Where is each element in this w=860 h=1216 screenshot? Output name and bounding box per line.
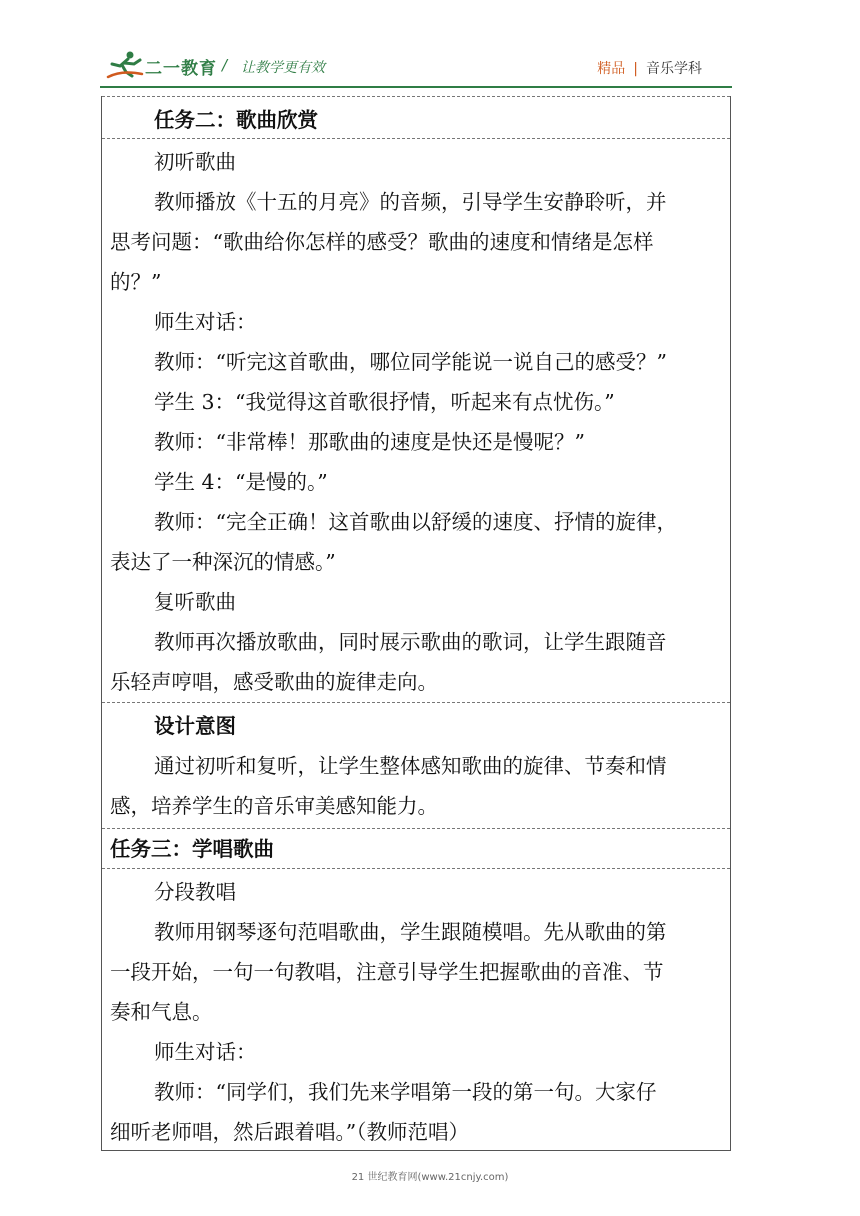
table-row-design-intent [102,702,730,828]
dialogue-line: 表达了一种深沉的情感。” [110,550,336,574]
paragraph-line: 感，培养学生的音乐审美感知能力。 [110,794,438,818]
table-row-task2-title [102,96,730,138]
paragraph-line: 奏和气息。 [110,1000,213,1024]
page-header [0,0,860,90]
paragraph-line: 通过初听和复听，让学生整体感知歌曲的旋律、节奏和情 [154,754,667,778]
paragraph-line: 教师用钢琴逐句范唱歌曲，学生跟随模唱。先从歌曲的第 [154,920,667,944]
header-rule [100,86,732,88]
page-footer: 21 世纪教育网(www.21cnjy.com) [351,1172,509,1183]
header-separator: | [633,61,638,77]
table-row-task2-content [102,138,730,702]
paragraph-line: 教师再次播放歌曲，同时展示歌曲的歌词，让学生跟随音 [154,630,667,654]
paragraph-line: 思考问题：“歌曲给你怎样的感受？歌曲的速度和情绪是怎样 [110,230,654,254]
paragraph-line: 乐轻声哼唱，感受歌曲的旋律走向。 [110,670,438,694]
subject-label: 音乐学科 [646,61,702,77]
paragraph-line: 的？” [110,270,162,294]
subheading: 师生对话： [154,1040,257,1064]
brand-name: 二一教育 [145,59,217,79]
lesson-table [101,96,731,1151]
table-row-task3-content [102,868,730,1150]
subheading: 师生对话： [154,310,257,334]
dialogue-line: 教师：“非常棒！那歌曲的速度是快还是慢呢？” [154,430,585,454]
dialogue-line: 教师：“听完这首歌曲，哪位同学能说一说自己的感受？” [154,350,667,374]
table-row-task3-title [102,828,730,868]
quality-label: 精品 [597,61,626,77]
section-heading: 设计意图 [154,714,236,738]
header-slash: / [222,56,228,74]
subheading: 复听歌曲 [154,590,236,614]
subheading: 分段教唱 [154,880,236,904]
brand-slogan: 让教学更有效 [241,60,325,76]
dialogue-line: 教师：“同学们，我们先来学唱第一段的第一句。大家仔 [154,1080,657,1104]
dialogue-line: 教师：“完全正确！这首歌曲以舒缓的速度、抒情的旋律， [154,510,677,534]
header-subject-info [597,58,702,78]
section-heading: 任务三：学唱歌曲 [110,837,274,861]
dialogue-line: 学生 4：“是慢的。” [154,470,328,494]
paragraph-line: 一段开始，一句一句教唱，注意引导学生把握歌曲的音准、节 [110,960,664,984]
running-person-logo-icon [106,50,144,80]
dialogue-line: 学生 3：“我觉得这首歌很抒情，听起来有点忧伤。” [154,390,615,414]
dialogue-line: 细听老师唱，然后跟着唱。”（教师范唱） [110,1120,469,1144]
subheading: 初听歌曲 [154,150,236,174]
paragraph-line: 教师播放《十五的月亮》的音频，引导学生安静聆听，并 [154,190,667,214]
section-heading: 任务二：歌曲欣赏 [154,108,318,132]
